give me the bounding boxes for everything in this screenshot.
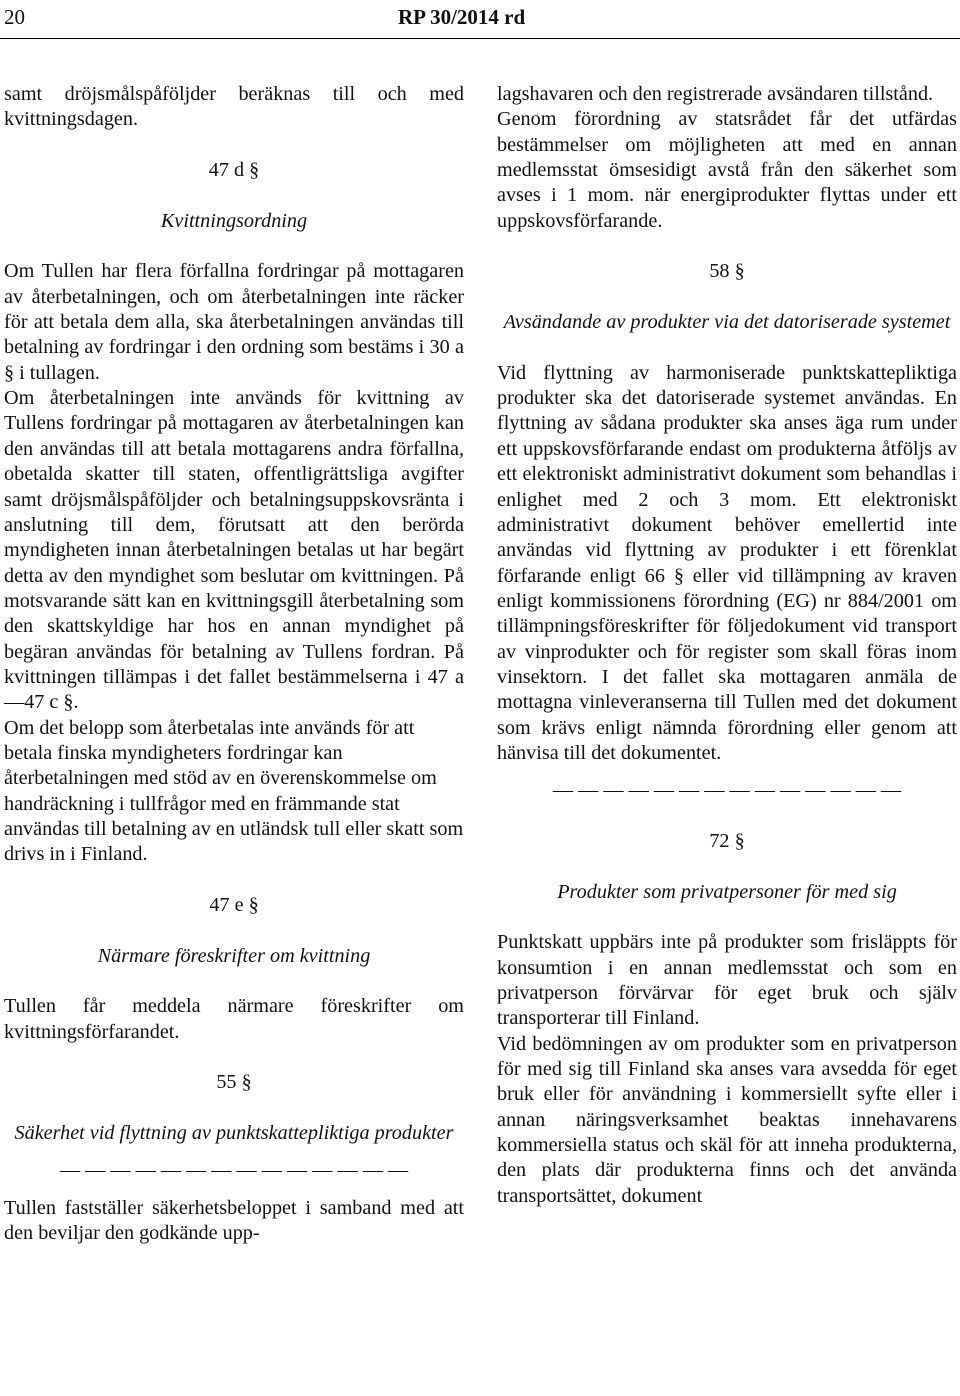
section-number-72: 72 § [709,829,745,852]
right-column [497,82,957,1209]
paragraph-72-1: Punktskatt uppbärs inte på produkter som frisläppts för konsumtion i en annan medlemsstat och som en privatperson förvärvar för eget bruk och själv transporterar till Finland. [497,931,957,1030]
paragraph-55-1: Tullen fastställer säkerhetsbeloppet i samband med att den beviljar den godkände upp- [4,1196,464,1245]
section-number-55: 55 § [216,1071,252,1094]
document-id: RP 30/2014 rd [398,5,526,29]
section-number-47d: 47 d § [208,159,260,182]
paragraph-72-2: Vid bedömningen av om produkter som en privatperson för med sig till Finland ska anses vara avsedda för eget bruk eller för användning i kommersiellt syfte eller i annan näringsverksamhet beaktas innehavarens kommersiella status och skäl för att inneha produkterna, den plats där produkterna finns och det använda transportsättet, dokument [497,1032,957,1207]
section-title-47d: Kvittningsordning [160,209,308,232]
section-title-55: Säkerhet vid flyttning av punktskattepliktiga produkter [14,1122,454,1145]
omission-dashes-right: — — — — — — — — — — — — — — [552,779,902,802]
section-title-72: Produkter som privatpersoner för med sig [557,880,897,903]
section-number-58: 58 § [709,260,745,283]
paragraph-intro: samt dröjsmålspåföljder beräknas till och med kvittningsdagen. [4,83,464,131]
omission-dashes-left: — — — — — — — — — — — — — — [59,1159,409,1182]
page-header [0,0,960,30]
section-title-58: Avsändande av produkter via det datoriserade systemet [503,311,951,334]
page-number: 20 [4,5,25,29]
header-rule [0,38,960,39]
section-number-47e: 47 e § [209,894,259,916]
left-column [4,82,464,1246]
paragraph-58-1: Vid flyttning av harmoniserade punktskattepliktiga produkter ska det datoriserade systemet användas. En flyttning av sådana produkter ska anses äga rum under ett uppskovsförfarande endast om produkterna åtföljs av ett elektroniskt administrativt dokument som behandlas i enlighet med 2 och 3 mom. Ett elektroniskt administrativt dokument behöver emellertid inte användas vid flyttning av produkter i ett förenklat förfarande enligt 66 § eller vid tillämpning av kraven enligt kommissionens förordning (EG) nr 884/2001 om tillämpningsföreskrifter för följedokument vid transport av vinprodukter och för register som skall föras inom vinsektorn. I det fallet ska mottagaren anmäla de mottagna vinleveranserna till Tullen med det dokument som krävs enligt nämnda förordning eller genom att hänvisa till det dokumentet. [497,361,957,764]
paragraph-general: Genom förordning av statsrådet får det utfärdas bestämmelser om möjligheten att med en annan medlemsstat ömsesidigt avstå från den säkerhet som avses i 1 mom. när energiprodukter flyttas under ett uppskovsförfarande. [497,108,957,232]
paragraph-47e-1: Tullen får meddela närmare föreskrifter om kvittningsförfarandet. [4,995,464,1043]
paragraph-47d-2: Om återbetalningen inte används för kvittning av Tullens fordringar på mottagaren av återbetalningen kan den användas till att betala mottagarens andra förfallna, obetalda skatter till staten, offentligrättsliga avgifter samt dröjsmålspåföljder och betalningsuppskovsränta i anslutning till dem, förutsatt att den berörda myndigheten innan återbetalningen betalas ut har begärt detta av den myndighet som beslutar om kvittningen. På motsvarande sätt kan en kvittningsgill återbetalning som den skattskyldige har hos en annan myndighet på begäran användas för betalning av Tullens fordran. På kvittningen tillämpas i det fallet bestämmelserna i 47 a—47 c §. [4,387,464,714]
section-title-47e: Närmare föreskrifter om kvittning [97,944,371,967]
paragraph-47d-1: Om Tullen har flera förfallna fordringar på mottagaren av återbetalningen, och om återbetalningen inte räcker för att betala dem alla, ska återbetalningen användas till betalning av fordringar i den ordning som bestäms i 30 a § i tullagen. [4,260,464,384]
paragraph-47d-3: Om det belopp som återbetalas inte används för att betala finska myndigheters fordringar kan återbetalningen med stöd av en överenskommelse om handräckning i tullfrågor med en främmande stat användas till betalning av en utländsk tull eller skatt som drivs in i Finland. [4,716,464,866]
paragraph-continued: lagshavaren och den registrerade avsändaren tillstånd. [497,83,934,105]
